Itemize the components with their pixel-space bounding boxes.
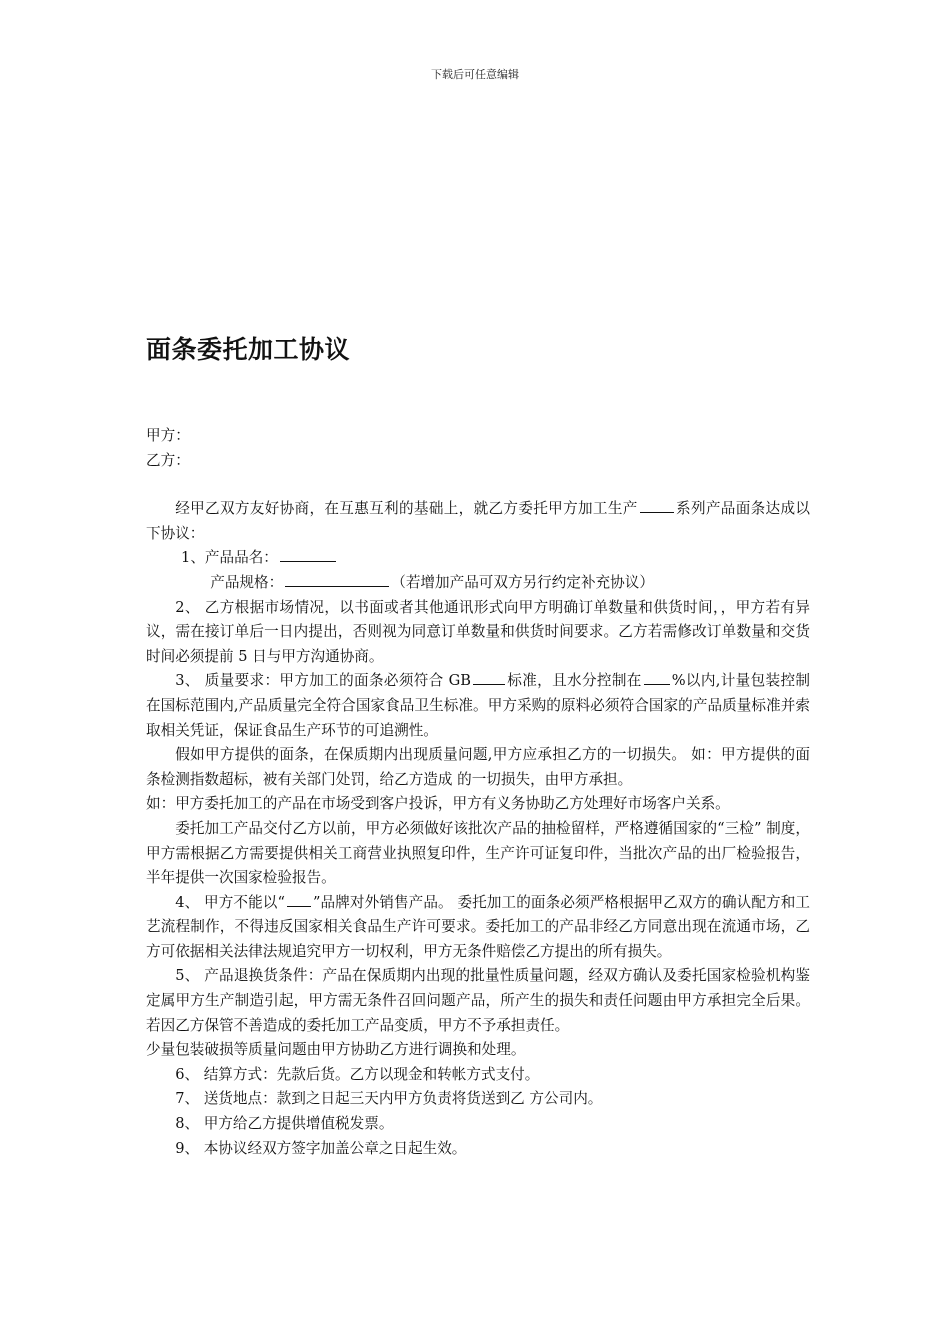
item5-paragraph: 5、 产品退换货条件：产品在保质期内出现的批量性质量问题，经双方确认及委托国家检验机构鉴定属甲方生产制造引起，甲方需无条件召回问题产品，所产生的损失和责任问题由甲方承担完全后果。若因乙方保管不善造成的委托加工产品变质，甲方不予承担责任。: [146, 967, 810, 1034]
item1-name-label: 1、产品品名：: [181, 549, 278, 567]
item8-paragraph: 8、 甲方给乙方提供增值税发票。: [175, 1115, 394, 1133]
document-title: 面条委托加工协议: [146, 335, 351, 364]
intro-paragraph: [146, 497, 810, 546]
intro-text-post: 系列产品面条达成以 下协议：: [146, 500, 810, 542]
product-name-blank: [280, 547, 336, 562]
paragraph-gap: [146, 473, 810, 497]
document-body: [146, 424, 810, 1161]
series-blank: [640, 498, 674, 513]
item4-text-a: 4、 甲方不能以“: [175, 893, 285, 911]
gb-standard-blank: [473, 670, 505, 685]
party-b-line: 乙方：: [146, 451, 190, 469]
item9-paragraph: 9、 本协议经双方签字加盖公章之日起生效。: [175, 1139, 467, 1157]
liability-paragraph: 假如甲方提供的面条，在保质期内出现质量问题,甲方应承担乙方的一切损失。 如：甲方提供的面条检测指数超标，被有关部门处罚，给乙方造成 的一切损失，由甲方承担。: [146, 746, 810, 788]
page-header-note: 下载后可任意编辑: [431, 68, 519, 81]
inspection-paragraph: 委托加工产品交付乙方以前，甲方必须做好该批次产品的抽检留样，严格遵循国家的“三检” 制度，甲方需根据乙方需要提供相关工商营业执照复印件，生产许可证复印件，当批次产品的出厂检验报告，半年提供一次国家检验报告。: [146, 819, 810, 887]
item1-spec-line: [146, 571, 810, 596]
item6-paragraph: 6、 结算方式：先款后货。乙方以现金和转帐方式支付。: [175, 1065, 540, 1083]
item3-paragraph: [146, 669, 810, 743]
product-spec-blank: [285, 572, 389, 587]
item4-paragraph: [146, 891, 810, 965]
brand-blank: [287, 892, 311, 907]
party-a-line: 甲方：: [146, 427, 190, 444]
item3-text-a: 3、 质量要求：甲方加工的面条必须符合 GB: [175, 672, 471, 690]
complaint-paragraph: 如：甲方委托加工的产品在市场受到客户投诉，甲方有义务协助乙方处理好市场客户关系。: [146, 795, 730, 813]
damage-paragraph: 少量包装破损等质量问题由甲方协助乙方进行调换和处理。: [146, 1041, 526, 1059]
intro-text-pre: 经甲乙双方友好协商，在互惠互利的基础上，就乙方委托甲方加工生产: [175, 500, 638, 518]
item1-name-line: [146, 546, 810, 571]
item3-text-b: 标准，且水分控制在: [506, 672, 642, 690]
item1-spec-note: （若增加产品可双方另行约定补充协议）: [391, 573, 654, 591]
item1-spec-label: 产品规格：: [210, 573, 284, 591]
item3-text-c: %以内,计量包装控制在国标范围内,产品质量完全符合国家食品卫生标准。甲方采购的原料必须符合国家的产品质量标准并索取相关凭证，保证食品生产环节的可追溯性。: [146, 672, 810, 739]
item7-paragraph: 7、 送货地点：款到之日起三天内甲方负责将货送到乙 方公司内。: [175, 1090, 603, 1108]
moisture-blank: [644, 670, 670, 685]
item4-text-b: ”品牌对外销售产品。 委托加工的面条必须严格根据甲乙双方的确认配方和工艺流程制作，不得违反国家相关食品生产许可要求。委托加工的产品非经乙方同意出现在流通市场，乙方可依据相关法律法规追究甲方一切权利，甲方无条件赔偿乙方提出的所有损失。: [146, 893, 810, 960]
item2-paragraph: 2、 乙方根据市场情况，以书面或者其他通讯形式向甲方明确订单数量和供货时间，，甲方若有异议，需在接订单后一日内提出，否则视为同意订单数量和供货时间要求。乙方若需修改订单数量和交货时间必须提前 5 日与甲方沟通协商。: [146, 598, 810, 665]
